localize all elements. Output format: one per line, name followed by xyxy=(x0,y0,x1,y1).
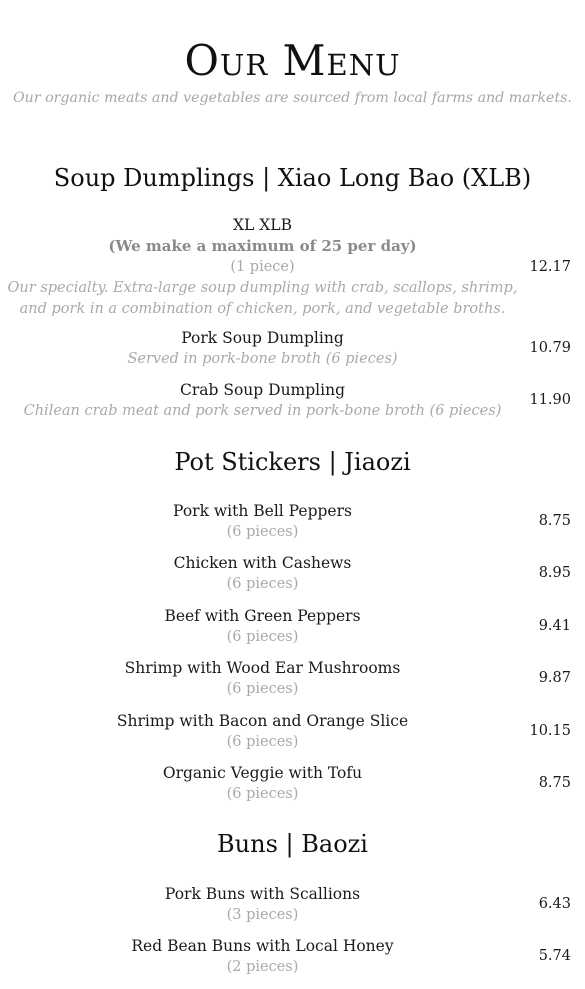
item-name: Organic Veggie with Tofu xyxy=(162,764,363,782)
menu-item-xl-xlb xyxy=(0,215,585,320)
item-price: 5.74 xyxy=(538,948,571,964)
item-quantity: (6 pieces) xyxy=(226,629,299,645)
menu-item-crab-soup-dumpling xyxy=(0,380,585,422)
section-title-buns: Buns | Baozi xyxy=(217,830,368,858)
item-price: 8.75 xyxy=(538,775,571,791)
item-price: 9.87 xyxy=(538,670,571,686)
item-quantity: (3 pieces) xyxy=(226,907,299,923)
item-description: Chilean crab meat and pork served in pork-bone broth (6 pieces) xyxy=(23,403,502,419)
item-name: XL XLB xyxy=(233,216,292,234)
item-price: 6.43 xyxy=(538,896,571,912)
item-quantity: (2 pieces) xyxy=(226,959,299,975)
item-quantity: (6 pieces) xyxy=(226,734,299,750)
item-quantity: (1 piece) xyxy=(230,259,295,275)
menu-subtitle: Our organic meats and vegetables are sourced from local farms and markets. xyxy=(13,90,572,106)
page-title: Our Menu xyxy=(184,36,401,85)
menu-item-shrimp-wood-ear xyxy=(0,658,585,700)
menu-item-red-bean-buns xyxy=(0,936,585,978)
item-price: 9.41 xyxy=(538,618,571,634)
item-name: Pork Buns with Scallions xyxy=(164,885,361,903)
item-price: 8.75 xyxy=(538,513,571,529)
item-name: Pork Soup Dumpling xyxy=(181,329,344,347)
item-name: Red Bean Buns with Local Honey xyxy=(131,937,394,955)
item-description: Our specialty. Extra-large soup dumpling with crab, scallops, shrimp, and pork in a combination of chicken, pork, and vegetable broths. xyxy=(7,280,518,317)
item-quantity: (6 pieces) xyxy=(226,681,299,697)
item-name: Chicken with Cashews xyxy=(173,554,352,572)
item-name: Shrimp with Bacon and Orange Slice xyxy=(116,712,409,730)
item-quantity: (6 pieces) xyxy=(226,576,299,592)
menu-item-pork-bell-peppers xyxy=(0,501,585,543)
item-price: 8.95 xyxy=(538,565,571,581)
item-quantity: (6 pieces) xyxy=(226,524,299,540)
menu-item-shrimp-bacon-orange xyxy=(0,711,585,753)
item-price: 12.17 xyxy=(529,259,571,275)
menu-item-beef-green-peppers xyxy=(0,606,585,648)
menu-item-chicken-cashews xyxy=(0,553,585,595)
item-name: Shrimp with Wood Ear Mushrooms xyxy=(124,659,401,677)
item-note: (We make a maximum of 25 per day) xyxy=(108,237,417,255)
item-name: Crab Soup Dumpling xyxy=(180,381,345,399)
menu-item-organic-veggie-tofu xyxy=(0,763,585,805)
item-price: 10.15 xyxy=(529,723,571,739)
item-description: Served in pork-bone broth (6 pieces) xyxy=(127,351,398,367)
item-price: 10.79 xyxy=(529,340,571,356)
section-title-soup-dumplings: Soup Dumplings | Xiao Long Bao (XLB) xyxy=(53,164,532,192)
menu-item-pork-buns-scallions xyxy=(0,884,585,926)
item-price: 11.90 xyxy=(529,392,571,408)
menu-item-pork-soup-dumpling xyxy=(0,328,585,370)
section-title-pot-stickers: Pot Stickers | Jiaozi xyxy=(174,448,411,476)
item-quantity: (6 pieces) xyxy=(226,786,299,802)
item-name: Pork with Bell Peppers xyxy=(173,502,352,520)
item-name: Beef with Green Peppers xyxy=(164,607,361,625)
